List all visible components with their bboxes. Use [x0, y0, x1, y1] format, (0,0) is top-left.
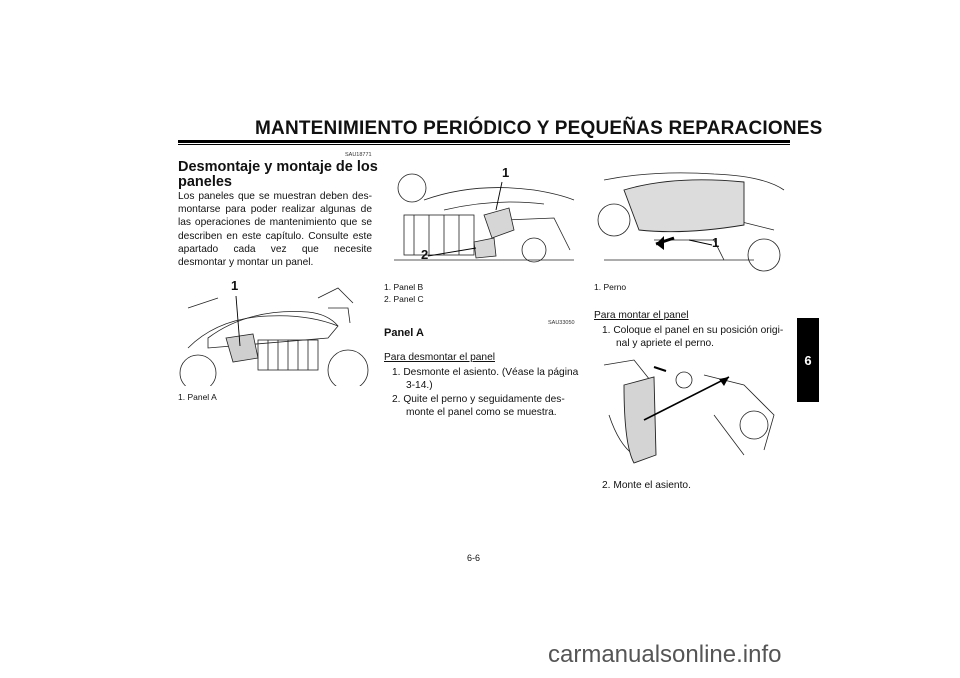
figure-callout-1: 1 — [712, 235, 720, 250]
page-number: 6-6 — [467, 553, 481, 563]
figure-caption: 1. Perno — [594, 282, 627, 292]
remove-step-2-cont: monte el panel como se muestra. — [406, 407, 557, 418]
figure-caption-2: 2. Panel C — [384, 294, 424, 304]
page-header-title: MANTENIMIENTO PERIÓDICO Y PEQUEÑAS REPARACIONES — [255, 118, 823, 139]
intro-paragraph: Los paneles que se muestran deben des-montarse para poder realizar algunas de las operaciones de mantenimiento que se describen en este capítulo. Consulte este apartado cada vez que necesite desmontar y montar un panel. — [178, 191, 372, 269]
remove-step-2: 2. Quite el perno y seguidamente des- — [392, 394, 565, 405]
section-code: SAU18771 — [345, 152, 372, 158]
install-step-1: 1. Coloque el panel en su posición origi- — [602, 325, 784, 336]
header-rule-thin — [178, 144, 790, 145]
panel-a-heading: Panel A — [384, 327, 424, 339]
header-rule — [178, 140, 790, 143]
figure-callout-2: 2 — [421, 247, 429, 262]
chapter-tab — [797, 318, 819, 402]
motorcycle-illustration-a — [178, 278, 372, 386]
section-code: SAU33050 — [548, 320, 575, 326]
watermark: carmanualsonline.info — [548, 641, 782, 668]
motorcycle-illustration-bc — [384, 160, 578, 274]
side-panel-illustration — [594, 160, 788, 274]
figure-callout-1: 1 — [502, 165, 510, 180]
remove-step-1-cont: 3-14.) — [406, 380, 433, 391]
install-step-2: 2. Monte el asiento. — [602, 480, 691, 491]
install-subheading: Para montar el panel — [594, 310, 689, 321]
figure-panel-bc — [384, 160, 578, 274]
section-heading — [178, 160, 378, 190]
chapter-tab-label: 6 — [804, 352, 812, 368]
figure-callout-1: 1 — [231, 278, 239, 293]
section-heading-line2: paneles — [178, 174, 232, 190]
figure-caption-1: 1. Panel B — [384, 282, 424, 292]
install-step-1-cont: nal y apriete el perno. — [616, 338, 714, 349]
figure-panel-a — [178, 278, 372, 386]
figure-perno — [594, 160, 788, 274]
remove-subheading: Para desmontar el panel — [384, 352, 495, 363]
figure-caption: 1. Panel A — [178, 392, 217, 402]
figure-install — [594, 355, 788, 469]
install-illustration — [594, 355, 788, 469]
remove-step-1: 1. Desmonte el asiento. (Véase la página — [392, 367, 579, 378]
section-heading-line1: Desmontaje y montaje de los — [178, 159, 378, 175]
